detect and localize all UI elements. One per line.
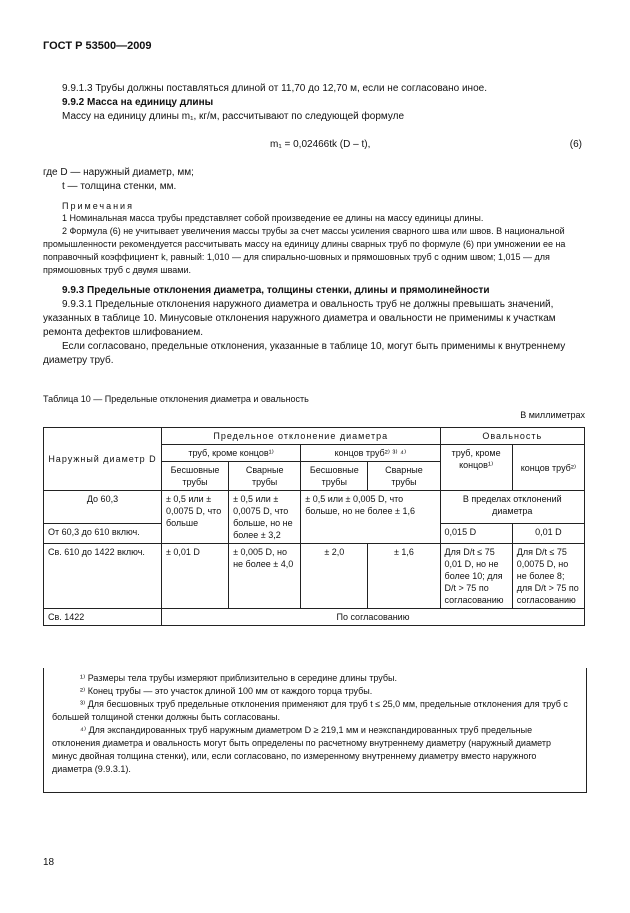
cell: 0,015 D [440,524,512,544]
table-row [44,609,585,626]
cell: По согласованию [161,609,584,626]
cell: ± 2,0 [301,544,368,609]
page-header: ГОСТ Р 53500—2009 [43,40,152,52]
table-row [44,544,585,609]
table-units: В миллиметрах [520,410,585,420]
th-oval-except-ends: труб, кроме концов¹⁾ [440,445,512,491]
th-diameter: Наружный диаметр D [44,428,162,491]
note-2: 2 Формула (6) не учитывает увеличения массы трубы за счет массы усиления сварного шва или швов. В национальной промышленности рекомендуется рассчитывать массу на единицу длины сварных труб по формуле (6) при умножении ее на поправочный коэффициент k, равный: 1,010 — для спирально-шовных и прямошовных труб с одним швом; 1,015 — для прямошовных труб с двумя швами. [43,226,566,275]
cell: До 60,3 [44,491,162,524]
cell: От 60,3 до 610 включ. [44,524,162,544]
table-footnotes [43,668,587,793]
cell: ± 0,5 или ± 0,0075 D, что больше, но не более ± 3,2 [229,491,301,544]
cell: В пределах отклонений диаметра [440,491,584,524]
deviation-table [43,427,585,626]
th-except-ends: труб, кроме концов¹⁾ [161,445,300,462]
para-9-9-3-1: 9.9.3.1 Предельные отклонения наружного диаметра и овальность труб не должны превышать значений, указанных в таблице 10. Минусовые отклонения наружного диаметра и овальности не применимы к участкам ремонта дефектов шлифованием. [43,299,556,338]
cell: Для D/t ≤ 75 0,0075 D, но не более 8; для D/t > 75 по согласованию [512,544,584,609]
footnote-3: ³⁾ Для бесшовных труб предельные отклонения применяют для труб t ≤ 25,0 мм, предельные отклонения для труб с большей толщиной стенки должны быть согласованы. [52,699,568,722]
th-seamless-1: Бесшовные трубы [161,462,228,491]
th-welded-2: Сварные трубы [368,462,440,491]
notes-title: Примечания [62,201,134,211]
cell: 0,01 D [512,524,584,544]
th-seamless-2: Бесшовные трубы [301,462,368,491]
footnote-1: ¹⁾ Размеры тела трубы измеряют приблизительно в середине длины трубы. [80,673,397,683]
cell: Св. 610 до 1422 включ. [44,544,162,609]
cell: ± 0,5 или ± 0,005 D, что больше, но не более ± 1,6 [301,491,440,544]
th-pipe-ends: концов труб²⁾ ³⁾ ⁴⁾ [301,445,440,462]
th-oval-ends: концов труб²⁾ [512,445,584,491]
cell: ± 1,6 [368,544,440,609]
table-caption: Таблица 10 — Предельные отклонения диаметра и овальность [43,394,309,404]
where-t: t — толщина стенки, мм. [62,181,177,192]
where-d: где D — наружный диаметр, мм; [43,167,194,178]
footnote-2: ²⁾ Конец трубы — это участок длиной 100 мм от каждого торца трубы. [80,686,373,696]
cell: ± 0,01 D [161,544,228,609]
note-1: 1 Номинальная масса трубы представляет собой произведение ее длины на массу единицы длины. [62,213,484,223]
footnote-4: ⁴⁾ Для экспандированных труб наружным диаметром D ≥ 219,1 мм и неэкспандированных труб предельные отклонения диаметра и овальность могут быть определены по расчетному внутреннему диаметру (наружный диаметр минус двойная толщина стенки), или, если согласовано, по измеренному внутреннему диаметру вместо наружного диаметра (9.9.3.1). [52,725,551,774]
formula-number: (6) [569,139,582,150]
cell: ± 0,005 D, но не более ± 4,0 [229,544,301,609]
heading-9-9-2: 9.9.2 Масса на единицу длины [62,97,214,108]
heading-9-9-3: 9.9.3 Предельные отклонения диаметра, толщины стенки, длины и прямолинейности [62,285,490,296]
cell: ± 0,5 или ± 0,0075 D, что больше [161,491,228,544]
para-mass: Массу на единицу длины m₁, кг/м, рассчитывают по следующей формуле [62,111,405,122]
page-number: 18 [43,857,55,868]
th-welded-1: Сварные трубы [229,462,301,491]
th-deviation: Предельное отклонение диаметра [161,428,440,445]
cell: Св. 1422 [44,609,162,626]
cell: Для D/t ≤ 75 0,01 D, но не более 10; для D/t > 75 по согласованию [440,544,512,609]
formula: m₁ = 0,02466tk (D – t), [270,139,371,150]
table-row [44,491,585,524]
para-inner-diameter: Если согласовано, предельные отклонения, указанные в таблице 10, могут быть применимы к внутреннему диаметру труб. [43,341,566,366]
para-9-9-1-3: 9.9.1.3 Трубы должны поставляться длиной от 11,70 до 12,70 м, если не согласовано иное. [62,83,487,94]
th-ovality: Овальность [440,428,584,445]
